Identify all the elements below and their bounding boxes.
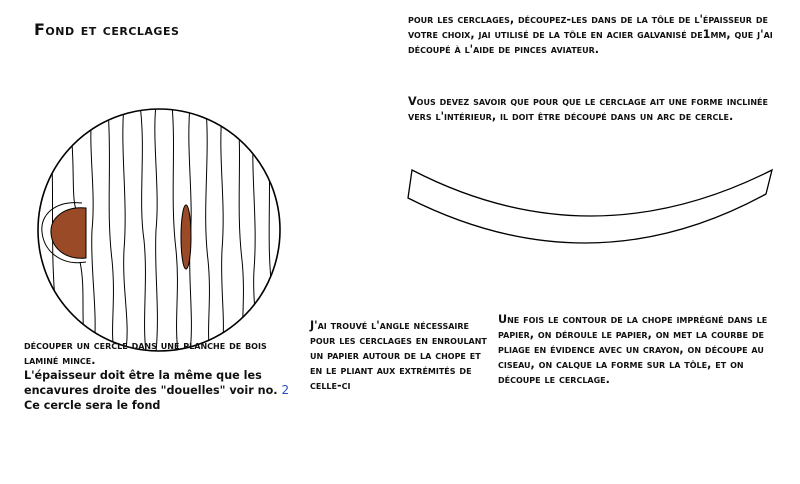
wood-knot-right (181, 205, 191, 269)
wood-grain-line (108, 110, 114, 350)
hoop-arc-shape (408, 170, 772, 243)
page-title: Fond et cerclages (34, 20, 180, 39)
bottom-note: Ce cercle sera le fond (24, 399, 161, 412)
wood-knot-left (51, 208, 86, 258)
wood-grain-line (91, 112, 95, 350)
wood-grain-line (206, 108, 210, 352)
wooden-disc (38, 105, 280, 352)
wood-grain-line (268, 145, 272, 290)
wood-grain-line (172, 105, 178, 352)
wood-grain-line (123, 105, 127, 350)
cut-circle-instruction: découper un cercle dans une planche de bois laminé mince. (24, 339, 267, 367)
thickness-text: L'épaisseur doit être la même que les encavures droite des "douelles" voir no. (24, 369, 278, 397)
arc-shape-paragraph: Vous devez savoir que pour que le cerclage ait une forme inclinée vers l'intérieur, il doit être découpé dans un arc de cercle. (408, 95, 768, 123)
angle-method-paragraph: J'ai trouvé l'angle nécessaire pour les cerclages en enroulant un papier autour de la chope et en le pliant aux extrémités de celle-ci (310, 319, 487, 392)
wood-grain-line (238, 118, 244, 348)
reference-number: 2 (281, 383, 290, 397)
bottom-disc-text (24, 338, 304, 413)
hoop-cutting-paragraph: pour les cerclages, découpez-les dans de la tôle de l'épaisseur de votre choix, jai utilisé de la tôle en acier galvanisé de1mm, que j'ai découpé à l'aide de pinces aviateur. (408, 13, 773, 56)
wood-grain-line (253, 128, 256, 340)
pattern-transfer-paragraph: Une fois le contour de la chope imprégné dans le papier, on déroule le papier, on met la courbe de pliage en évidence avec un crayon, on découpe au ciseau, on calque la forme sur la tôle, et on découpe le cerclage. (498, 313, 768, 386)
thickness-note (24, 368, 304, 398)
pattern-transfer-text (498, 312, 788, 387)
angle-method-text (310, 318, 495, 393)
wood-grain-line (221, 112, 224, 350)
wood-grain-line (140, 105, 146, 352)
wood-grain-line (155, 105, 158, 352)
